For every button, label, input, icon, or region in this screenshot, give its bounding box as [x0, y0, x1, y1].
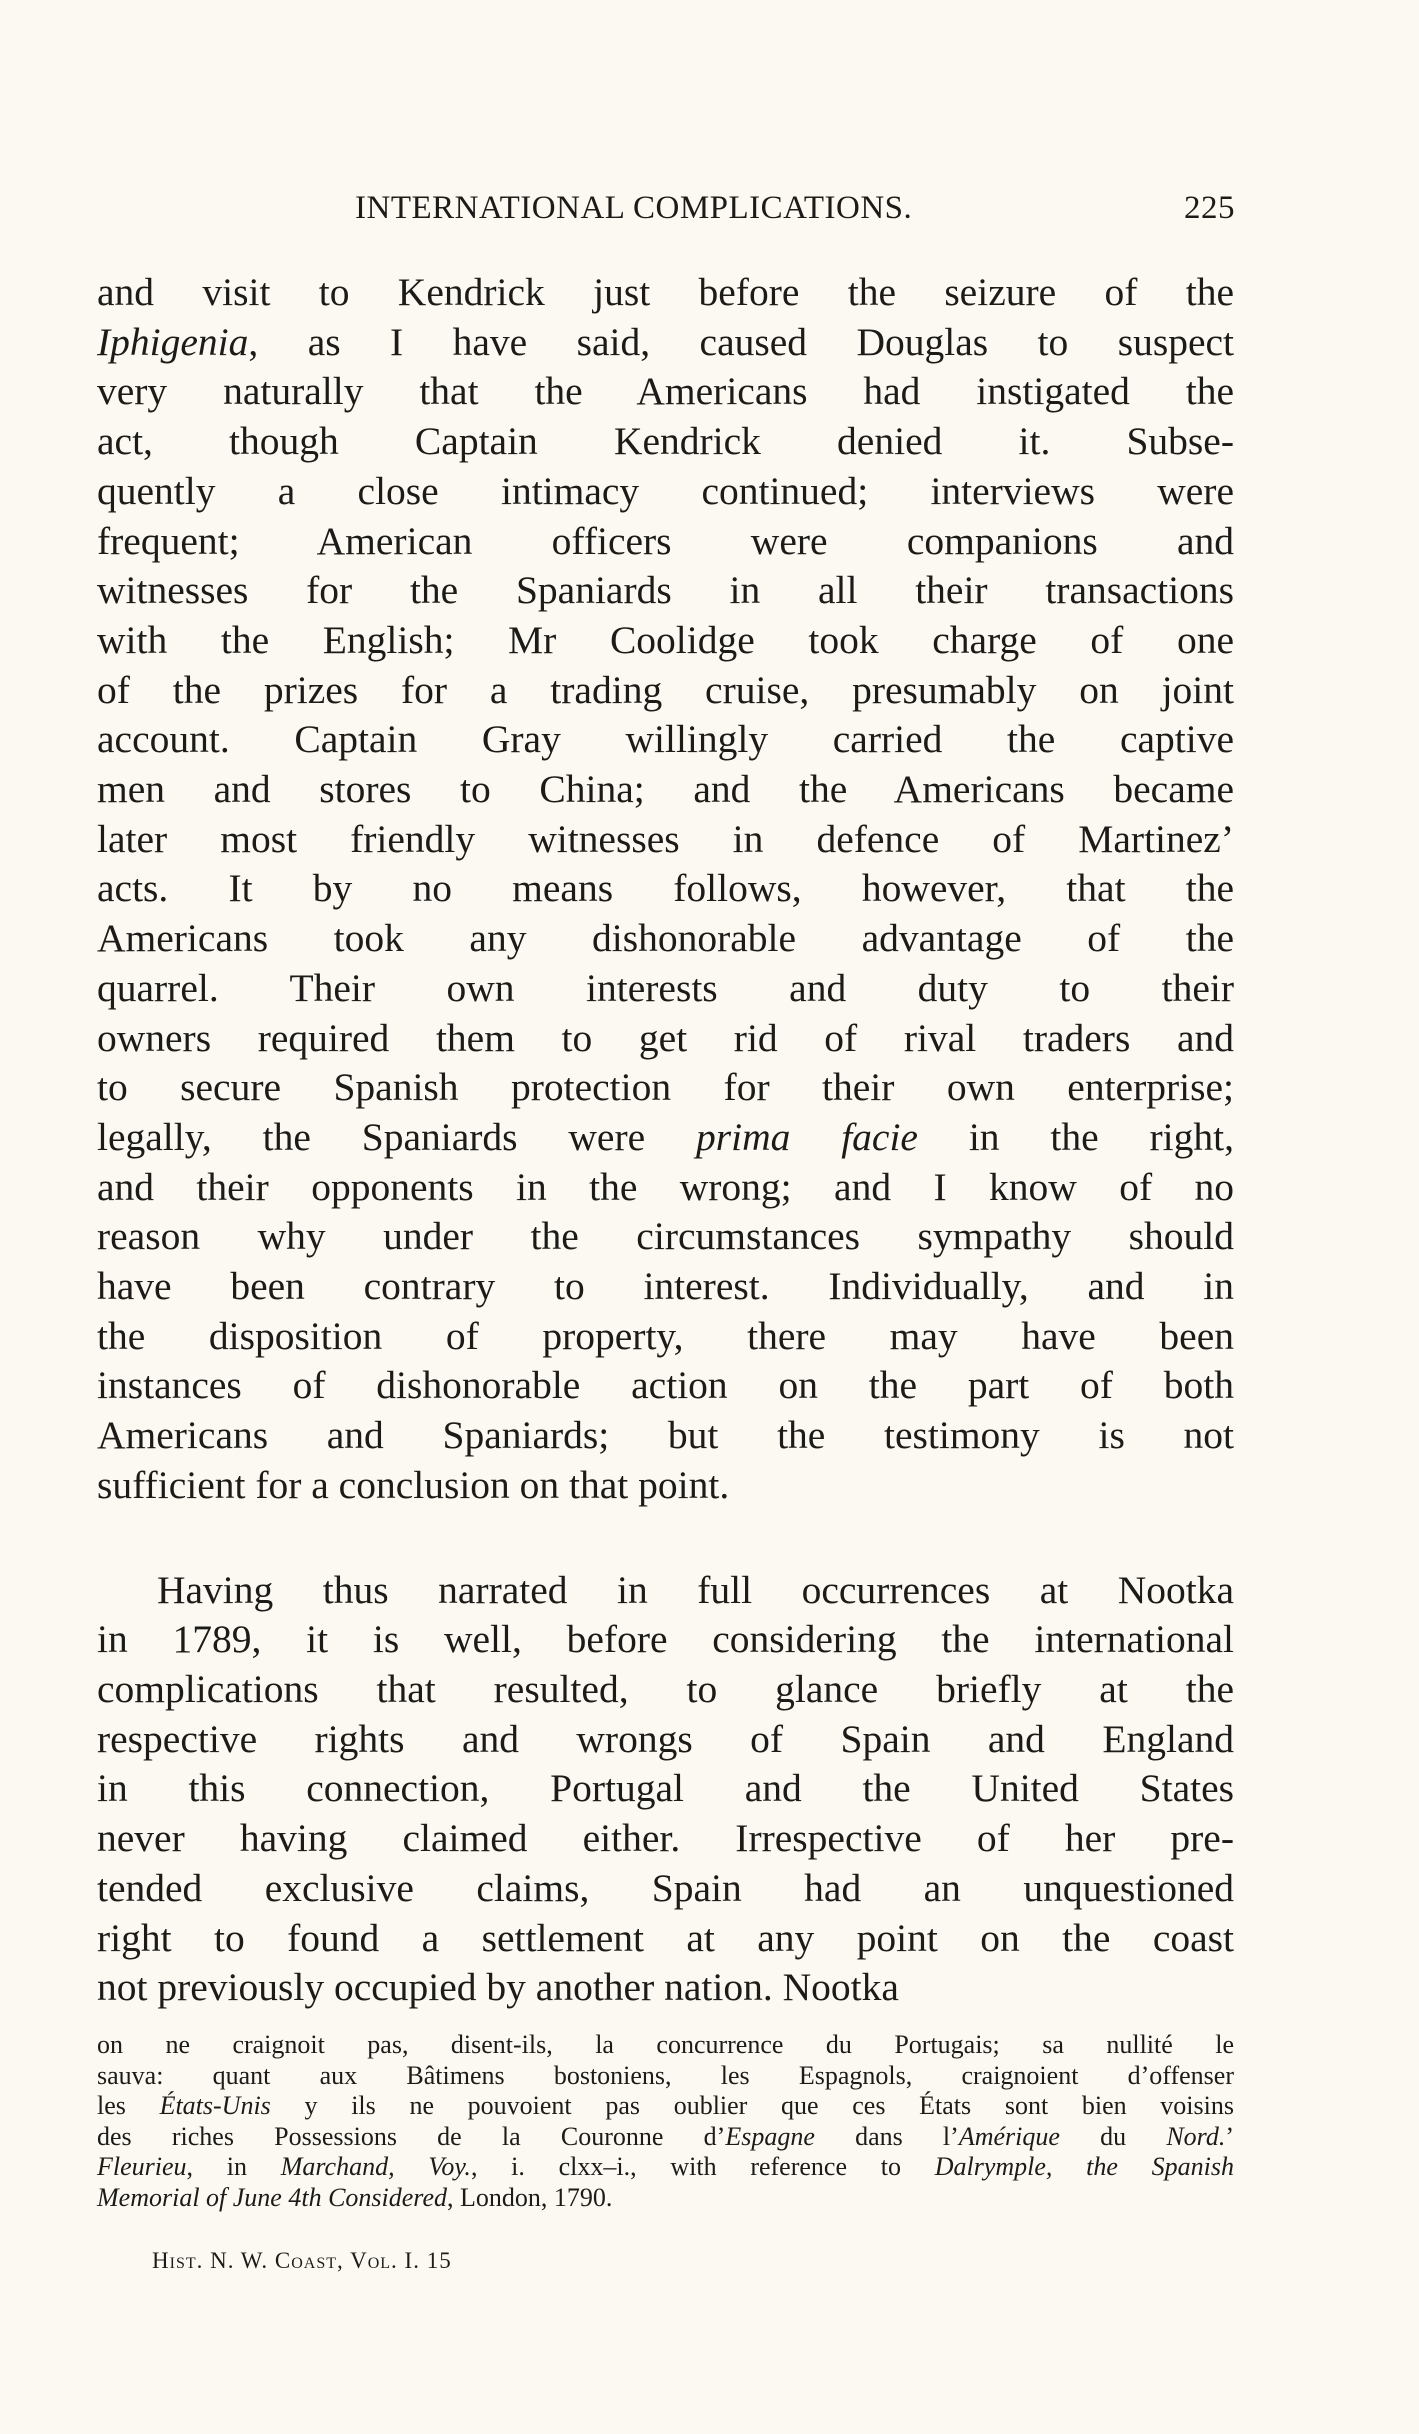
italic-phrase: Marchand, Voy.: [280, 2152, 471, 2182]
text-line: reason why under the circumstances sympathy should: [97, 1214, 1234, 1259]
text-line: instances of dishonorable action on the part of both: [97, 1363, 1234, 1408]
text-line: owners required them to get rid of rival traders and: [97, 1015, 1234, 1060]
text-line: and their opponents in the wrong; and I know of no: [97, 1164, 1234, 1209]
italic-phrase: Amérique: [958, 2121, 1060, 2151]
text-line: des riches Possessions de la Couronne d’Espagne dans l’Amérique du Nord.’: [97, 2121, 1235, 2151]
text-line: Americans took any dishonorable advantage of the: [97, 916, 1234, 961]
text-line: have been contrary to interest. Individually, and in: [97, 1264, 1234, 1309]
main-text: [97, 268, 1234, 2013]
text-line: quarrel. Their own interests and duty to their: [97, 965, 1234, 1010]
paragraph-1: [97, 268, 1234, 1511]
text-line: and visit to Kendrick just before the seizure of the: [97, 270, 1234, 314]
text-line: in 1789, it is well, before considering the international: [97, 1617, 1234, 1662]
text-line: frequent; American officers were companions and: [97, 518, 1234, 563]
text-line: quently a close intimacy continued; interviews were: [97, 468, 1234, 513]
running-title: INTERNATIONAL COMPLICATIONS.: [355, 190, 913, 226]
footnote: [97, 2030, 1234, 2214]
text-line: Memorial of June 4th Considered, London, 1790.: [97, 2182, 613, 2212]
text-line: complications that resulted, to glance briefly at the: [97, 1666, 1234, 1711]
paragraph-2: [97, 1566, 1234, 2013]
running-head: [355, 190, 1235, 230]
text-line: with the English; Mr Coolidge took charge of one: [97, 617, 1234, 662]
text-line: right to found a settlement at any point on the coast: [97, 1915, 1234, 1960]
italic-phrase: Espagne: [725, 2121, 815, 2151]
text-line: Iphigenia, as I have said, caused Douglas to suspect: [97, 319, 1234, 364]
italic-phrase: Dalrymple, the Spanish: [934, 2152, 1234, 2182]
text-line: the disposition of property, there may have been: [97, 1313, 1234, 1358]
text-line: respective rights and wrongs of Spain and England: [97, 1716, 1234, 1761]
text-line: in this connection, Portugal and the United States: [97, 1766, 1234, 1811]
italic-phrase: Memorial of June 4th Considered: [97, 2182, 447, 2212]
text-line: les États-Unis y ils ne pouvoient pas oublier que ces États sont bien voisins: [97, 2091, 1234, 2121]
text-line: legally, the Spaniards were prima facie in the right,: [97, 1114, 1234, 1159]
text-line: Fleurieu, in Marchand, Voy., i. clxx–i., with reference to Dalrymple, the Spanish: [97, 2152, 1234, 2182]
text-line: tended exclusive claims, Spain had an unquestioned: [97, 1865, 1234, 1910]
italic-phrase: Iphigenia: [97, 319, 249, 364]
text-line: not previously occupied by another nation. Nootka: [97, 1965, 899, 2010]
italic-phrase: États-Unis: [159, 2091, 271, 2121]
text-line: Americans and Spaniards; but the testimony is not: [97, 1413, 1234, 1458]
text-line: witnesses for the Spaniards in all their transactions: [97, 568, 1234, 613]
text-line: later most friendly witnesses in defence of Martinez’: [97, 816, 1234, 861]
text-line: Having thus narrated in full occurrences at Nootka: [157, 1567, 1234, 1612]
italic-phrase: Fleurieu: [97, 2152, 187, 2182]
page-number: 225: [1184, 190, 1235, 226]
italic-phrase: prima facie: [695, 1114, 918, 1159]
text-line: of the prizes for a trading cruise, presumably on joint: [97, 667, 1234, 712]
text-line: sauva: quant aux Bâtimens bostoniens, les Espagnols, craignoient d’offenser: [97, 2060, 1234, 2090]
text-line: act, though Captain Kendrick denied it. Subse-: [97, 419, 1234, 464]
text-line: on ne craignoit pas, disent-ils, la concurrence du Portugais; sa nullité le: [97, 2030, 1234, 2059]
italic-phrase: Nord.: [1166, 2121, 1226, 2151]
text-line: to secure Spanish protection for their own enterprise;: [97, 1065, 1234, 1110]
text-line: sufficient for a conclusion on that point.: [97, 1462, 730, 1507]
text-line: account. Captain Gray willingly carried the captive: [97, 717, 1234, 762]
text-line: very naturally that the Americans had instigated the: [97, 369, 1234, 414]
text-line: never having claimed either. Irrespective of her pre-: [97, 1816, 1234, 1861]
text-line: men and stores to China; and the Americans became: [97, 767, 1234, 812]
text-line: acts. It by no means follows, however, that the: [97, 866, 1234, 911]
signature-mark: Hist. N. W. Coast, Vol. I. 15: [152, 2248, 452, 2273]
